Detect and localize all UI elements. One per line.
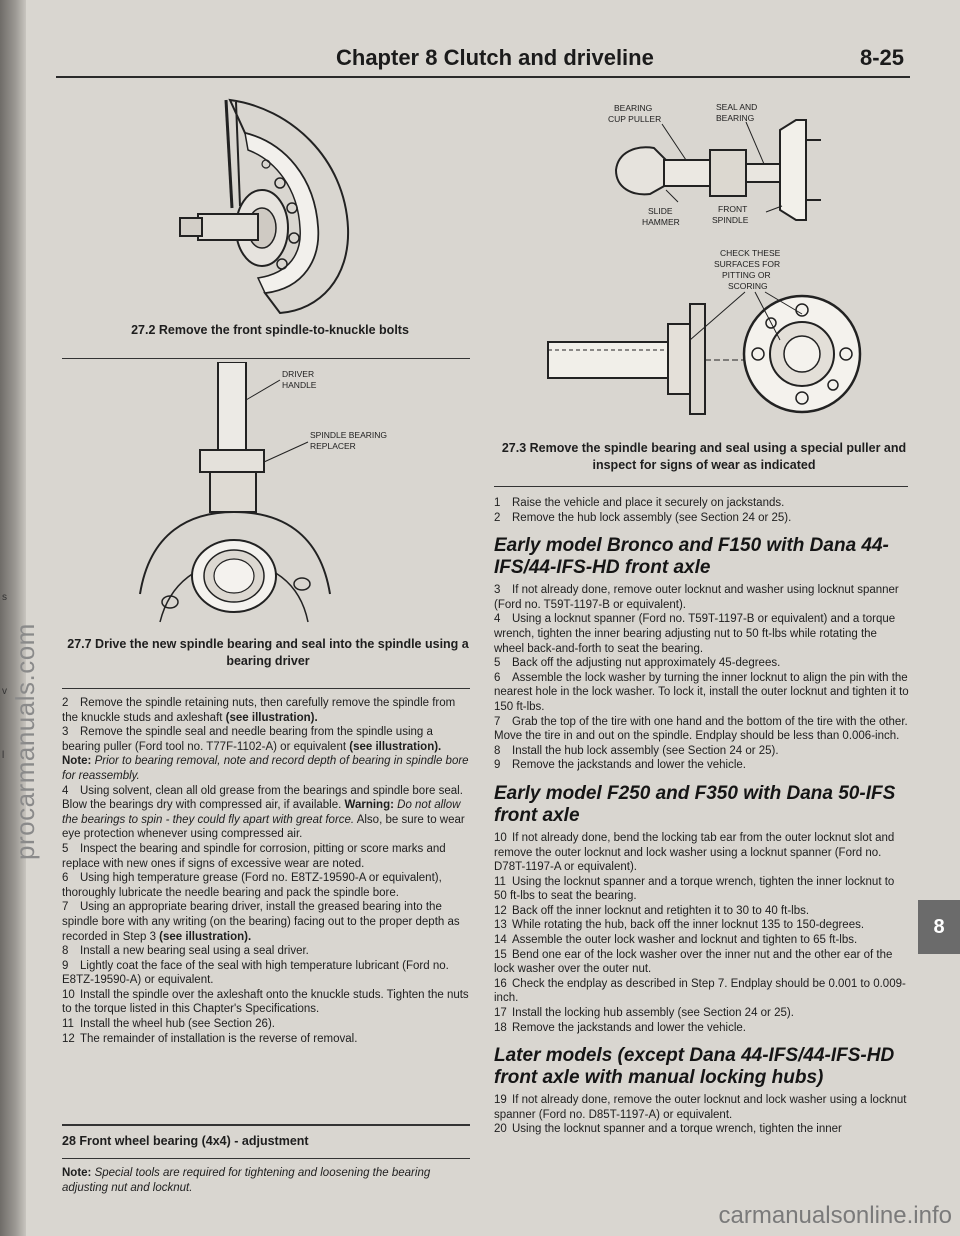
page-header xyxy=(40,45,920,75)
label-handle: HANDLE xyxy=(282,380,317,390)
chapter-tab: 8 xyxy=(918,900,960,954)
step-paragraph: 3 Remove the spindle seal and needle bearing from the spindle using a bearing puller (Ford tool no. T77F-1102-A) or equivalent (see illustration). Note: Prior to bearing removal, note and record depth of bearing in spindle bore for reassembly. xyxy=(62,726,469,782)
step-paragraph: 9 Remove the jackstands and lower the vehicle. xyxy=(494,759,746,772)
step-paragraph: 2 Remove the hub lock assembly (see Section 24 or 25). xyxy=(494,511,792,524)
step-paragraph: 11 Using the locknut spanner and a torque wrench, tighten the inner locknut to 50 ft-lbs to seat the bearing. xyxy=(494,875,895,903)
label-pitting-or: PITTING OR xyxy=(722,270,771,280)
step-paragraph: 5 Inspect the bearing and spindle for corrosion, pitting or score marks and replace with new ones if signs of excessive wear are noted. xyxy=(62,842,446,870)
step-paragraph: 15 Bend one ear of the lock washer over the inner nut and the other ear of the lock washer over the outer nut. xyxy=(494,948,893,976)
step-paragraph: 8 Install the hub lock assembly (see Section 24 or 25). xyxy=(494,744,779,757)
section-28-block xyxy=(62,1134,472,1149)
figure-caption-27-7: 27.7 Drive the new spindle bearing and seal into the spindle using a bearing driver xyxy=(67,637,469,668)
step-paragraph: 6 Assemble the lock washer by turning the inner locknut to align the pin with the nearest hole in the lock washer. To lock it, install the outer locknut and tighten it to 150 ft-lbs. xyxy=(494,671,909,713)
step-paragraph: 18 Remove the jackstands and lower the vehicle. xyxy=(494,1021,746,1034)
figure-caption-27-3: 27.3 Remove the spindle bearing and seal using a special puller and inspect for signs of wear as indicated xyxy=(501,441,907,472)
label-surfaces-for: SURFACES FOR xyxy=(714,259,781,269)
section-28-note xyxy=(62,1166,472,1195)
step-paragraph: 6 Using high temperature grease (Ford no. E8TZ-19590-A or equivalent), thoroughly lubricate the needle bearing and pack the spindle bore. xyxy=(62,872,442,899)
step-paragraph: 17 Install the locking hub assembly (see Section 24 or 25). xyxy=(494,1007,794,1020)
step-paragraph: 4 Using solvent, clean all old grease from the bearings and spindle bore seal. Blow the bearings dry with compressed air, if available. Warning: Do not allow the bearings to spin - they could fly apart with great force. Also, be sure to wear eye protection whenever using compressed air. xyxy=(62,784,465,841)
step-paragraph: 7 Grab the top of the tire with one hand and the bottom of the tire with the other. Move the tire in and out on the spindle. Endplay should be less than 0.006-inch. xyxy=(494,715,908,743)
left-column-text xyxy=(62,696,472,1046)
page-number: 8-25 xyxy=(859,45,904,70)
step-paragraph: 10 Install the spindle over the axleshaft onto the knuckle studs. Tighten the nuts to the torque listed in this Chapter's Specifications. xyxy=(62,988,469,1016)
figure-caption-27-2: 27.2 Remove the front spindle-to-knuckle bolts xyxy=(131,323,409,337)
label-spindle: SPINDLE xyxy=(712,215,749,225)
label-driver: DRIVER xyxy=(282,369,315,379)
step-paragraph: 14 Assemble the outer lock washer and locknut and tighten to 65 ft-lbs. xyxy=(494,934,858,947)
figure-spindle-knuckle-illustration xyxy=(170,88,370,318)
step-paragraph: 11 Install the wheel hub (see Section 26). xyxy=(62,1018,275,1031)
label-bearing-2: BEARING xyxy=(716,113,755,123)
caption-rule xyxy=(62,688,470,689)
label-front: FRONT xyxy=(718,204,748,214)
subsection-heading: Early model F250 and F350 with Dana 50-IFS front axle xyxy=(494,782,896,826)
section-28-heading: 28 Front wheel bearing (4x4) - adjustment xyxy=(62,1134,309,1148)
step-paragraph: 8 Install a new bearing seal using a seal driver. xyxy=(62,945,309,958)
step-paragraph: 13 While rotating the hub, back off the inner locknut 135 to 150-degrees. xyxy=(494,919,865,932)
label-slide: SLIDE xyxy=(648,206,673,216)
side-watermark: procarmanuals.com xyxy=(10,623,40,860)
label-cup-puller: CUP PULLER xyxy=(608,114,662,124)
step-paragraph: 20 Using the locknut spanner and a torque wrench, tighten the inner xyxy=(494,1123,842,1136)
step-paragraph: 5 Back off the adjusting nut approximately 45-degrees. xyxy=(494,657,781,670)
step-paragraph: 3 If not already done, remove outer locknut and washer using locknut spanner (Ford no. T59T-1197-B or equivalent). xyxy=(494,584,899,611)
step-paragraph: 4 Using a locknut spanner (Ford no. T59T-1197-B or equivalent) and a torque wrench, tighten the inner bearing adjusting nut to 50 ft-lbs while rotating the wheel back-and-forth to seat the bearing. xyxy=(494,613,896,655)
label-hammer: HAMMER xyxy=(642,217,680,227)
header-rule xyxy=(56,76,910,78)
edge-mark: v xyxy=(2,686,7,697)
edge-mark: l xyxy=(2,750,5,761)
caption-rule xyxy=(62,358,470,359)
edge-mark: s xyxy=(2,592,7,603)
label-check-these: CHECK THESE xyxy=(720,248,781,258)
footer-watermark: carmanualsonline.info xyxy=(718,1202,952,1229)
subsection-heading: Later models (except Dana 44-IFS/44-IFS-HD front axle with manual locking hubs) xyxy=(494,1045,895,1089)
step-paragraph: 7 Using an appropriate bearing driver, install the greased bearing into the spindle bore with any writing (on the bearing) facing out to the proper depth as recorded in Step 3 (see illustration). xyxy=(62,901,460,943)
step-paragraph: 10 If not already done, bend the locking tab ear from the outer locknut slot and remove the outer locknut and lock washer using a locknut spanner (Ford no. D78T-1197-A or equivalent). xyxy=(494,831,895,874)
label-replacer: REPLACER xyxy=(310,441,356,451)
step-paragraph: 12 Back off the inner locknut and retighten it to 30 to 40 ft-lbs. xyxy=(494,904,810,917)
step-paragraph: 9 Lightly coat the face of the seal with high temperature lubricant (Ford no. E8TZ-19590-A) or equivalent. xyxy=(62,959,449,987)
step-paragraph: 2 Remove the spindle retaining nuts, then carefully remove the spindle from the knuckle studs and axleshaft (see illustration). xyxy=(62,697,456,724)
figure-bearing-puller-illustration xyxy=(606,90,836,240)
subsection-heading: Early model Bronco and F150 with Dana 44-IFS/44-IFS-HD front axle xyxy=(494,535,889,579)
section-rule xyxy=(62,1124,470,1126)
note-paragraph: Note: Special tools are required for tightening and loosening the bearing adjusting nut and locknut. xyxy=(62,1167,431,1194)
right-column-text xyxy=(494,496,910,1137)
label-scoring: SCORING xyxy=(728,281,768,291)
section-rule xyxy=(62,1158,470,1159)
chapter-title: Chapter 8 Clutch and driveline xyxy=(336,45,654,70)
caption-rule xyxy=(494,486,908,487)
label-bearing: BEARING xyxy=(614,103,653,113)
label-spindle-bearing: SPINDLE BEARING xyxy=(310,430,387,440)
step-paragraph: 16 Check the endplay as described in Step 7. Endplay should be 0.001 to 0.009-inch. xyxy=(494,977,906,1005)
label-seal-and: SEAL AND xyxy=(716,102,758,112)
figure-spindle-inspection-illustration xyxy=(540,244,910,440)
step-paragraph: 19 If not already done, remove the outer locknut and lock washer using a locknut spanner (Ford no. D85T-1197-A) or equivalent. xyxy=(494,1094,907,1121)
step-paragraph: 1 Raise the vehicle and place it securely on jackstands. xyxy=(494,497,785,509)
figure-bearing-driver-illustration xyxy=(130,362,450,634)
step-paragraph: 12 The remainder of installation is the reverse of removal. xyxy=(62,1032,358,1045)
